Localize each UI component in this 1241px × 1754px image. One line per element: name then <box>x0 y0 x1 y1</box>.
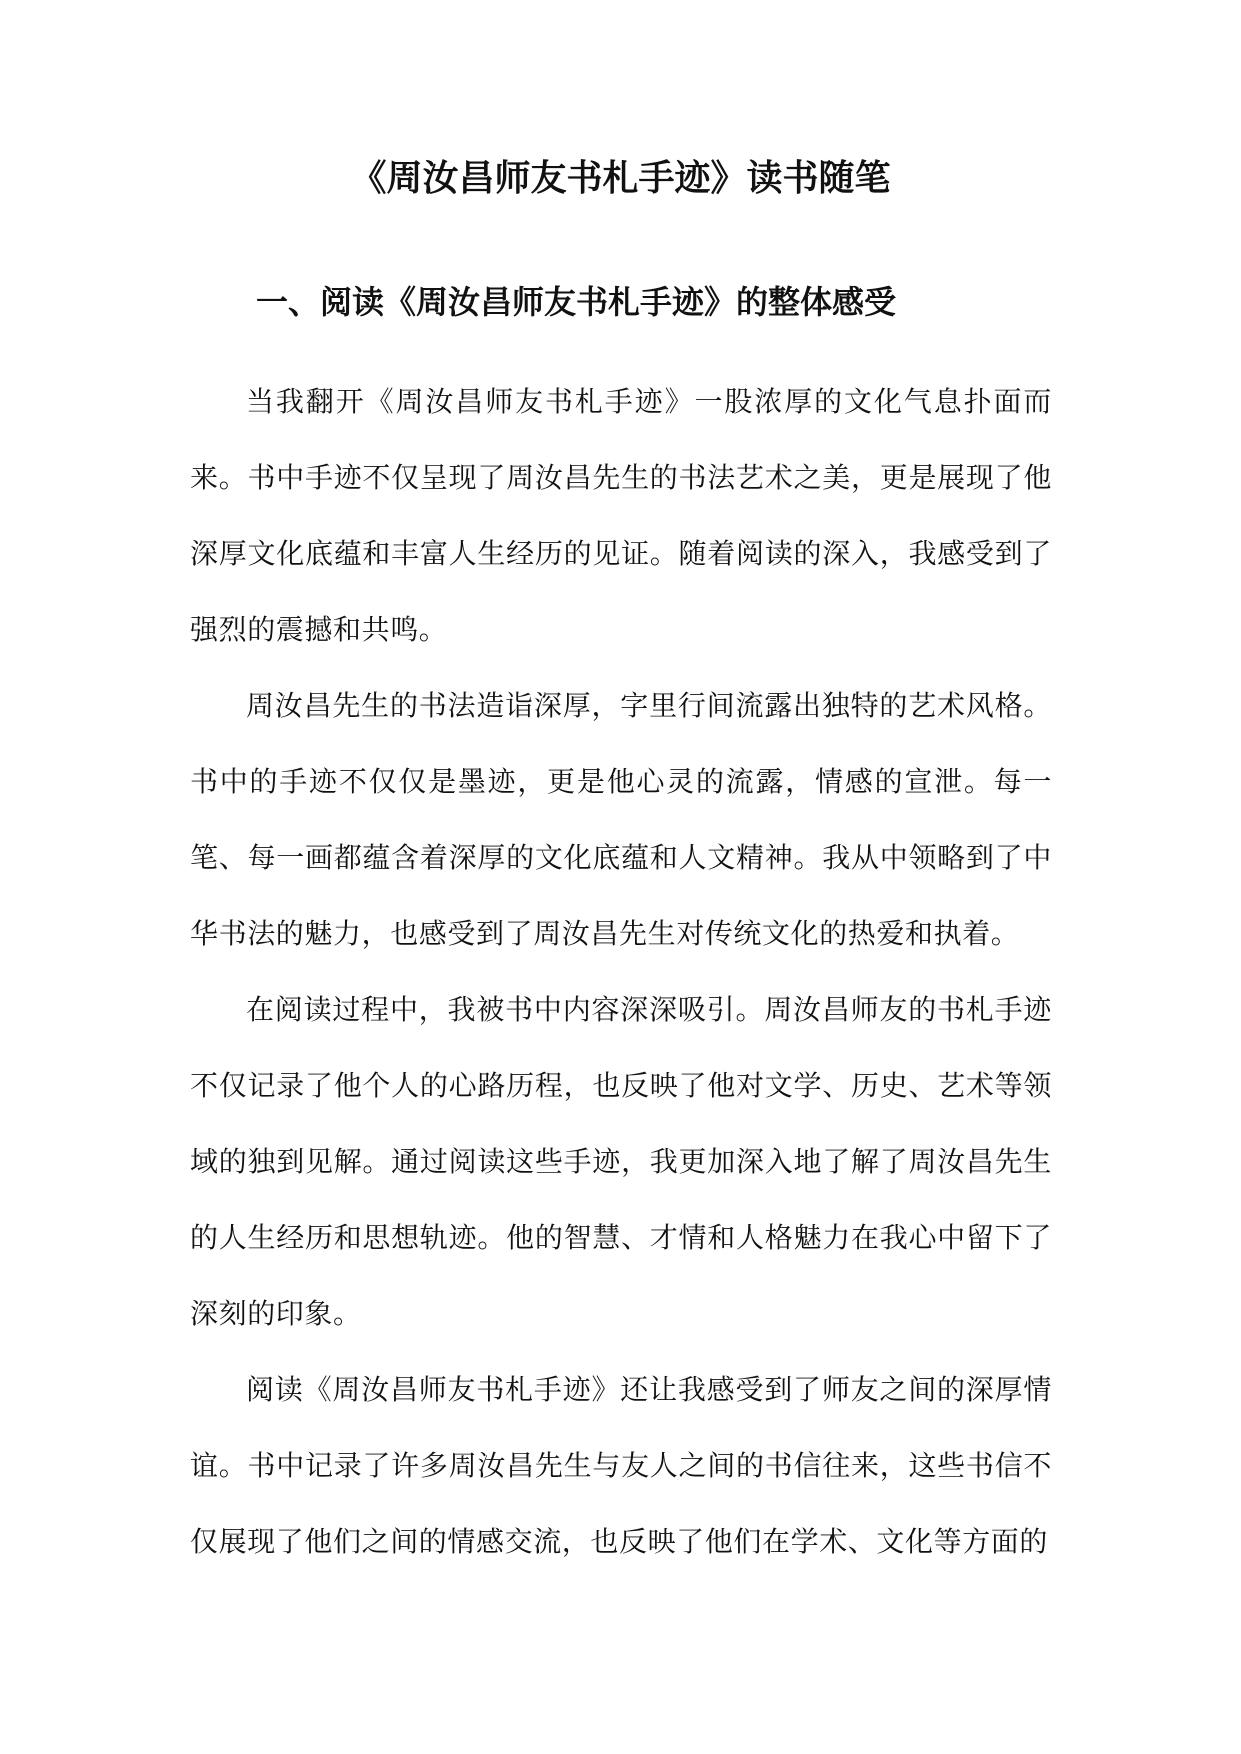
paragraph-4: 阅读《周汝昌师友书札手迹》还让我感受到了师友之间的深厚情谊。书中记录了许多周汝昌先生与友人之间的书信往来，这些书信不仅展现了他们之间的情感交流，也反映了他们在学术、文化等方面的 <box>190 1373 1052 1558</box>
body-text <box>190 364 1052 1580</box>
paragraph-3: 在阅读过程中，我被书中内容深深吸引。周汝昌师友的书札手迹不仅记录了他个人的心路历程，也反映了他对文学、历史、艺术等领域的独到见解。通过阅读这些手迹，我更加深入地了解了周汝昌先生的人生经历和思想轨迹。他的智慧、才情和人格魅力在我心中留下了深刻的印象。 <box>190 993 1052 1330</box>
section-heading: 一、阅读《周汝昌师友书札手迹》的整体感受 <box>256 283 897 321</box>
document-title: 《周汝昌师友书札手迹》读书随笔 <box>350 157 891 199</box>
paragraph-1: 当我翻开《周汝昌师友书札手迹》一股浓厚的文化气息扑面而来。书中手迹不仅呈现了周汝昌先生的书法艺术之美，更是展现了他深厚文化底蕴和丰富人生经历的见证。随着阅读的深入，我感受到了强烈的震撼和共鸣。 <box>190 385 1052 646</box>
paragraph-2: 周汝昌先生的书法造诣深厚，字里行间流露出独特的艺术风格。书中的手迹不仅仅是墨迹，更是他心灵的流露，情感的宣泄。每一笔、每一画都蕴含着深厚的文化底蕴和人文精神。我从中领略到了中华书法的魅力，也感受到了周汝昌先生对传统文化的热爱和执着。 <box>190 689 1052 950</box>
